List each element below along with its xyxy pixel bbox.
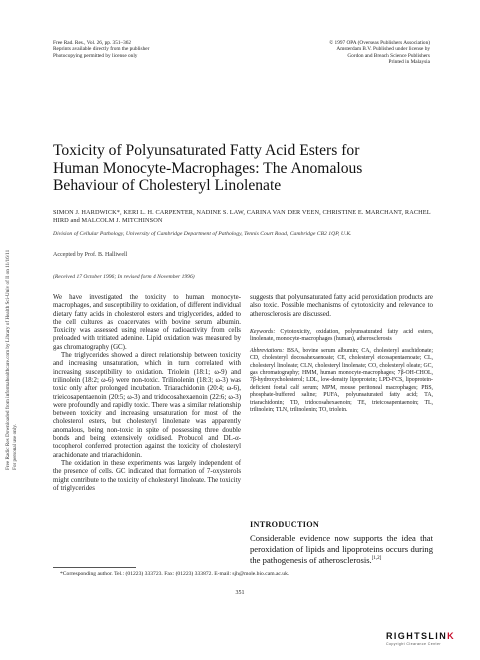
abstract-paragraph-1: We have investigated the toxicity to human monocyte-macrophages, and susceptibility to oxidation, of different individual dietary fatty acids in cholesterol esters and triglycerides, added to the cell cultures as coacervates with bovine serum albumin. Toxicity was assessed using release of radioactivity from cells preloaded with tritiated adenine. Lipid oxidation was measured by gas chromatography (GC). [53,294,241,351]
received-dates: (Received 17 October 1996; In revised form 4 November 1996) [53,274,195,280]
affiliation: Division of Cellular Pathology, University of Cambridge Department of Pathology, Tennis Court Road, Cambridge CB2 1QP, U.K. [53,231,352,237]
accepted-by: Accepted by Prof. B. Halliwell [53,252,128,258]
keywords [250,329,433,344]
journal-header-left [53,40,149,59]
publisher-line: Amsterdam B.V. Published under license by [336,46,430,53]
introduction-text [250,533,433,566]
copyright-line: © 1997 OPA (Overseas Publishers Association) [329,40,430,46]
rightslink-prefix: RIGHTSLIN [386,631,448,641]
abbreviations-text: BSA, bovine serum albumin; CA, cholesteryl arachidonate; CD, cholesteryl docosahexaenoate; CE, cholesteryl eicosapentaenoate; CL, cholesteryl linoleate; CLN, cholesteryl linolenate; CO, cholesteryl oleate; GC, gas chromatography; HMM, human monocyte-macrophages; 7β-OH-CHOL, 7β-hydroxycholesterol; LDL, low-density lipoprotein; LPD-FCS, lipoprotein-deficient foetal calf serum; MPM, mouse peritoneal macrophages; PBS, phosphate-buffered saline; PUFA, polyunsaturated fatty acid; TA, triarachidonin; TD, tridocosahexaenoin; TE, trieicosapentaenoin; TL, trilinolein; TLN, trilinolenin; TO, triolein. [250,347,433,413]
reference-citation: [1,2] [371,556,382,562]
author-list: SIMON J. HARDWICK*, KERI L. H. CARPENTER, NADINE S. LAW, CARINA VAN DER VEEN, CHRISTINE E. MARCHANT, RACHEL HIRD and MALCOLM J. MITCHINSON [53,209,431,224]
keywords-text: Cytotoxicity, oxidation, polyunsaturated fatty acid esters, linolenate, monocyte-macrophages (human), atherosclerosis [250,328,433,343]
photocopy-note: Photocopying permitted by license only [53,52,138,59]
rightslink-logo[interactable] [386,631,455,646]
download-watermark [2,200,30,480]
print-location: Printed in Malaysia [388,59,430,66]
reprint-note: Reprints available directly from the publisher [53,46,150,53]
personal-use-note: For personal use only. [12,424,18,470]
footnote-rule [53,567,136,568]
title-line-3: Behaviour of Cholesteryl Linolenate [53,177,282,194]
abstract-paragraph-3: The oxidation in these experiments was largely independent of the presence of cells. GC indicated that formation of 7-oxysterols might contribute to the toxicity of cholesteryl linoleate. The toxicity of triglycerides [53,459,241,492]
title-line-1: Toxicity of Polyunsaturated Fatty Acid Esters for [53,142,360,159]
abbreviations [250,348,433,415]
rightslink-suffix: K [447,631,456,641]
download-note: Free Radic Res Downloaded from informahealthcare.com by Library of Health Sci-Univ of Il on 11/16/11 [5,249,11,470]
abstract-paragraph-2: The triglycerides showed a direct relationship between toxicity and increasing unsaturation, which in turn correlated with increasing susceptibility to oxidation. Triolein (18:1; ω-9) and trilinolein (18:2; ω-6) were non-toxic. Trilinolenin (18:3; ω-3) was toxic only after prolonged incubation. Triarachidonin (20:4; ω-6), trieicosapentaenoin (20:5; ω-3) and tridocosahexaenoin (22:6; ω-3) were profoundly and rapidly toxic. There was a similar relationship between toxicity and increasing unsaturation for most of the cholesterol esters, but cholesteryl linolenate was apparently anomalous, being non-toxic in spite of possessing three double bonds and being extensively oxidised. Probucol and DL-α-tocopherol conferred protection against the toxicity of cholesteryl arachidonate and triarachidonin. [53,352,241,459]
abbreviations-label: Abbreviations: [250,347,285,354]
abstract-right-column [250,294,433,414]
corresponding-author-footnote: *Corresponding author. Tel.: (01223) 333723. Fax: (01223) 333872. E-mail: sjh@mole.bio.cam.ac.uk. [60,571,290,577]
introduction-heading: INTRODUCTION [250,520,320,529]
introduction-sentence: Considerable evidence now supports the idea that peroxidation of lipids and lipoproteins occurs during the pathogenesis of atherosclerosis. [250,533,433,566]
page-number: 351 [235,590,245,596]
journal-citation: Free Rad. Res., Vol. 26, pp. 351–362 [53,40,132,46]
rightslink-tagline: Copyright Clearance Center [386,642,441,646]
publisher-name: Gordon and Breach Science Publishers [347,52,430,59]
rightslink-wordmark [386,631,455,641]
article-title [53,142,433,195]
abstract-paragraph-4: suggests that polyunsaturated fatty acid peroxidation products are also toxic. Possible mechanisms of cytotoxicity and relevance to atherosclerosis are discussed. [250,294,433,318]
journal-header-right [300,40,430,66]
title-line-2: Human Monocyte-Macrophages: The Anomalous [53,159,363,177]
abstract-left-column [53,294,241,493]
keywords-label: Keywords: [250,328,276,335]
